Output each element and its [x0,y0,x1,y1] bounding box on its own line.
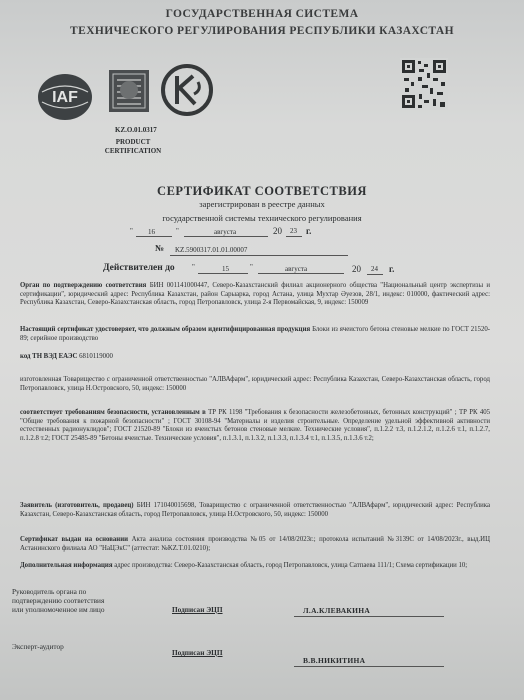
expert-name: В.В.НИКИТИНА [303,656,366,665]
valid-year-prefix: 20 [352,264,361,274]
head-label-line-2: подтверждению соответствия [12,596,105,605]
issue-day: 16 [148,228,155,236]
header-line-1: ГОСУДАРСТВЕННАЯ СИСТЕМА [165,8,359,20]
issue-year-underline [286,236,302,237]
cert-number: KZ.5900317.01.01.00007 [175,246,248,254]
extra-info-paragraph [20,562,490,571]
head-name-underline [294,616,444,617]
expert-auditor-label: Эксперт-аудитор [12,642,64,651]
applicant-paragraph [20,502,490,519]
manufacturer-paragraph [20,376,490,393]
basis-label: Сертификат выдан на основании [20,536,129,543]
certifies-label: Настоящий сертификат удостоверяет, что должным образом идентифицированная продукция [20,326,311,333]
basis-paragraph [20,536,490,553]
expert-signature-caption: Подписан ЭЦП [172,648,223,657]
qr-code [400,58,448,110]
tnved-label: код ТН ВЭД ЕАЭС [20,353,78,360]
kz-conformity-mark [160,64,214,116]
subtitle-system: государственной системы технического регулирования [162,213,362,223]
head-label-line-1: Руководитель органа по [12,587,87,596]
compliance-text: ТР РК 1198 "Требования к безопасности железобетонных, бетонных конструкций" ; ТР РК 405 "Общие требования к пожарной безопасности" ; ГОСТ 30108-94 "Материалы и изделия строительные. Определение удельной эффективной активности естественных радионуклидов"; ГОСТ 21520-89 "Блоки из ячеистых бетонов стеновые мелкие. Технические условия", п.1.2.2 т.3, п.1.2.1.2, п.1.2.6 т.1, п.1.2.7, п.1.2.8 т.2; ГОСТ 25485-89 "Бетоны ячеистые. Технические условия", п.1.3.1, п.1.3.2, п.1.3.3, п.1.3.4 т.1, п.1.3.5, п.1.3.6 т.2; [20,409,491,442]
subtitle-registered: зарегистрирован в реестре данных [199,199,325,209]
accreditation-code: KZ.O.01.0317 [115,126,157,134]
head-label-line-3: или уполномоченное им лицо [12,605,105,614]
applicant-text: БИН 171040015698, Товарищество с ограниченной ответственностью "АЛВАфарм", юридический адрес: Республика Казахстан, Северо-Казахстанская область, город Петропавловск, улица Н.Островского, 50, индекс: 150000 [20,502,491,518]
valid-until-label: Действителен до [103,263,175,273]
header-line-2: ТЕХНИЧЕСКОГО РЕГУЛИРОВАНИЯ РЕСПУБЛИКИ КАЗАХСТАН [70,25,454,37]
issue-year: 23 [290,227,297,235]
tnved-paragraph [20,353,490,362]
iaf-logo-text: IAF [52,89,78,106]
valid-month-underline [258,273,344,274]
product-text: Блоки из ячеистого бетона стеновые мелкие по ГОСТ 21520-89; серийное производство [20,326,491,342]
compliance-label: соответствует требованиям безопасности, установленным в [20,409,206,416]
compliance-paragraph [20,409,490,443]
head-signature-caption: Подписан ЭЦП [172,605,223,614]
extra-info-label: Дополнительная информация [20,562,113,569]
valid-year-suffix: г. [389,264,395,274]
certificate-title: СЕРТИФИКАТ СООТВЕТСТВИЯ [157,184,367,198]
valid-day-underline [198,273,248,274]
valid-month: августа [285,265,308,273]
cert-number-underline [170,255,348,256]
tnved-code: 6810119000 [79,353,113,360]
valid-year-underline [367,274,383,275]
issue-year-prefix: 20 [273,226,282,236]
issue-day-underline [136,236,172,237]
issue-year-suffix: г. [306,226,312,236]
organ-text: БИН 001141000447, Северо-Казахстанский филиал акционерного общества "Национальный центр экспертизы и сертификации", юридический адрес: Республика Казахстан, район Сарыарка, город Астана, улица Мухтар Әуезов, 28/1, индекс: 010000, фактический адрес: Республика Казахстан, Северо-Казахстанская область, город Петропавловск, улица 2-я Первомайская, 9, индекс: 150009 [20,282,491,307]
certifies-paragraph [20,326,490,343]
valid-day: 15 [222,265,229,273]
head-signatory-name: Л.А.КЛЕВАКИНА [303,606,371,615]
manufacturer-text: изготовленная Товарищество с ограниченной ответственностью "АЛВАфарм", юридический адрес: Республика Казахстан, Северо-Казахстанская область, город Петропавловск, улица Н.Островского, 50, индекс: 150000 [20,376,490,392]
organ-label: Орган по подтверждению соответствия [20,282,147,289]
basis-text: Акта анализа состояния производства №05 от 14/08/2023г.; протокола испытаний №3139С от 14/08/2023г., выд.ИЦ Астанинского филиала АО "НаЦЭкС" (аттестат: №KZ.T.01.0210); [20,536,491,552]
issue-month: августа [214,228,237,236]
product-certification-label: PRODUCT CERTIFICATION [104,138,162,155]
cert-number-label: № [155,243,165,253]
valid-year: 24 [371,265,378,273]
organ-paragraph [20,282,490,308]
valid-day-quote-open: " [192,263,195,271]
extra-info-text: адрес производства: Северо-Казахстанская область, город Петропавловск, улица Сатпаева 111/1; Схема сертификации 10; [114,562,468,569]
valid-day-quote-close: " [250,263,253,271]
expert-name-underline [294,666,444,667]
issue-month-underline [184,236,268,237]
head-signatory-label [12,587,104,614]
issue-day-quote-open: " [130,227,133,235]
issue-day-quote-close: " [176,227,179,235]
applicant-label: Заявитель (изготовитель, продавец) [20,502,134,509]
iaf-logo [36,72,94,122]
ilac-logo [107,68,151,114]
